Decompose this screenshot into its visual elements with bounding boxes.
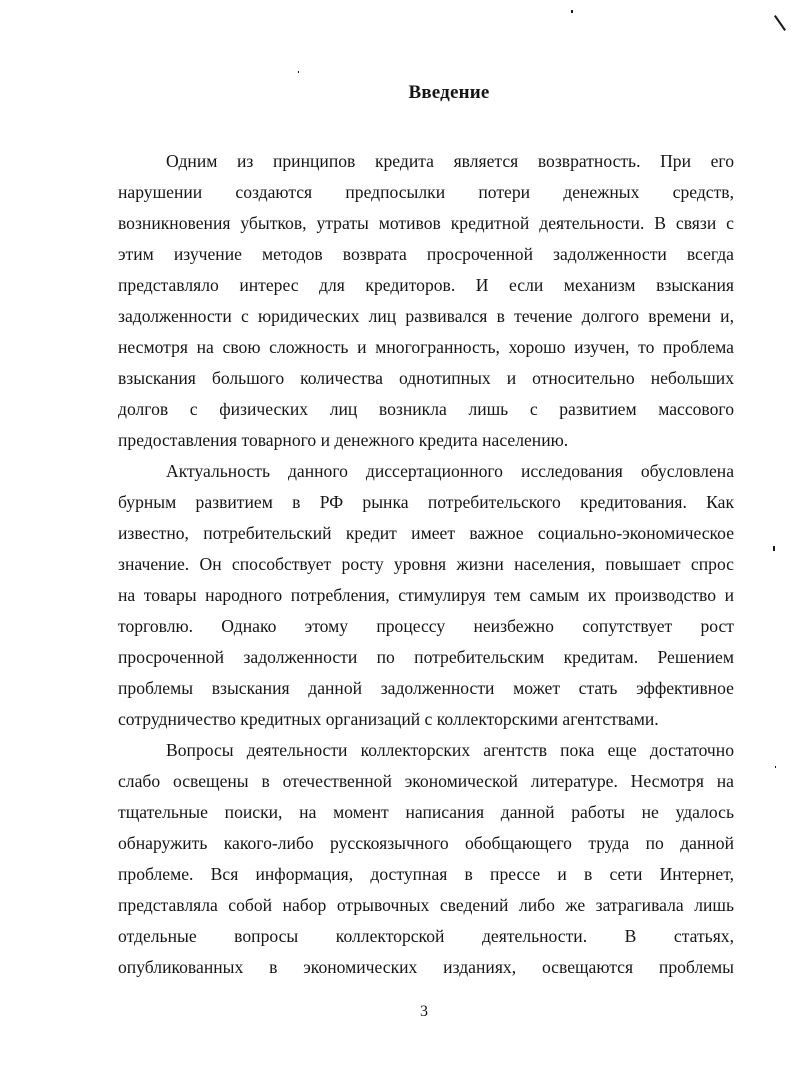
- text-line: Актуальность данного диссертационного исследования обусловлена: [166, 461, 734, 481]
- text-line: взыскания большого количества однотипных и относительно небольших: [118, 368, 734, 388]
- text-line: представляла собой набор отрывочных сведений либо же затрагивала лишь: [118, 895, 734, 915]
- page-number: 3: [420, 1003, 428, 1020]
- text-line: проблемы взыскания данной задолженности может стать эффективное: [118, 678, 734, 698]
- scan-speck: [773, 546, 775, 551]
- text-line: задолженности с юридических лиц развивался в течение долгого времени и,: [118, 306, 734, 326]
- scan-speck: [298, 71, 299, 73]
- text-line: проблеме. Вся информация, доступная в прессе и в сети Интернет,: [118, 864, 734, 884]
- paragraph-1: [118, 146, 734, 456]
- text-line: просроченной задолженности по потребительским кредитам. Решением: [118, 647, 734, 667]
- paragraph-2: [118, 456, 734, 735]
- scan-speck: [571, 10, 573, 13]
- text-line: отдельные вопросы коллекторской деятельности. В статьях,: [118, 926, 734, 946]
- page-title: Введение: [408, 82, 490, 103]
- text-line: несмотря на свою сложность и многогранность, хорошо изучен, то проблема: [118, 337, 734, 357]
- text-line: значение. Он способствует росту уровня жизни населения, повышает спрос: [118, 554, 734, 574]
- text-line: бурным развитием в РФ рынка потребительского кредитования. Как: [118, 492, 734, 512]
- text-line: торговлю. Однако этому процессу неизбежно сопутствует рост: [118, 616, 734, 636]
- text-line: предоставления товарного и денежного кредита населению.: [118, 430, 569, 450]
- text-line: тщательные поиски, на момент написания данной работы не удалось: [118, 802, 734, 822]
- text-line: сотрудничество кредитных организаций с коллекторскими агентствами.: [118, 709, 659, 729]
- text-line: нарушении создаются предпосылки потери денежных средств,: [118, 182, 734, 202]
- text-line: на товары народного потребления, стимулируя тем самым их производство и: [118, 585, 734, 605]
- paragraph-3: [118, 735, 734, 983]
- text-line: известно, потребительский кредит имеет важное социально-экономическое: [118, 523, 734, 543]
- text-line: обнаружить какого-либо русскоязычного обобщающего труда по данной: [118, 833, 734, 853]
- text-line: слабо освещены в отечественной экономической литературе. Несмотря на: [118, 771, 734, 791]
- text-line: этим изучение методов возврата просроченной задолженности всегда: [118, 244, 734, 264]
- scan-speck: [775, 766, 776, 768]
- text-line: долгов с физических лиц возникла лишь с развитием массового: [118, 399, 734, 419]
- text-line: представляло интерес для кредиторов. И если механизм взыскания: [118, 275, 734, 295]
- text-line: Вопросы деятельности коллекторских агентств пока еще достаточно: [166, 740, 734, 760]
- text-line: возникновения убытков, утраты мотивов кредитной деятельности. В связи с: [118, 213, 734, 233]
- body-text: [118, 146, 734, 983]
- scan-corner-mark: [774, 15, 786, 31]
- text-line: опубликованных в экономических изданиях, освещаются проблемы: [118, 957, 734, 977]
- text-line: Одним из принципов кредита является возвратность. При его: [166, 151, 734, 171]
